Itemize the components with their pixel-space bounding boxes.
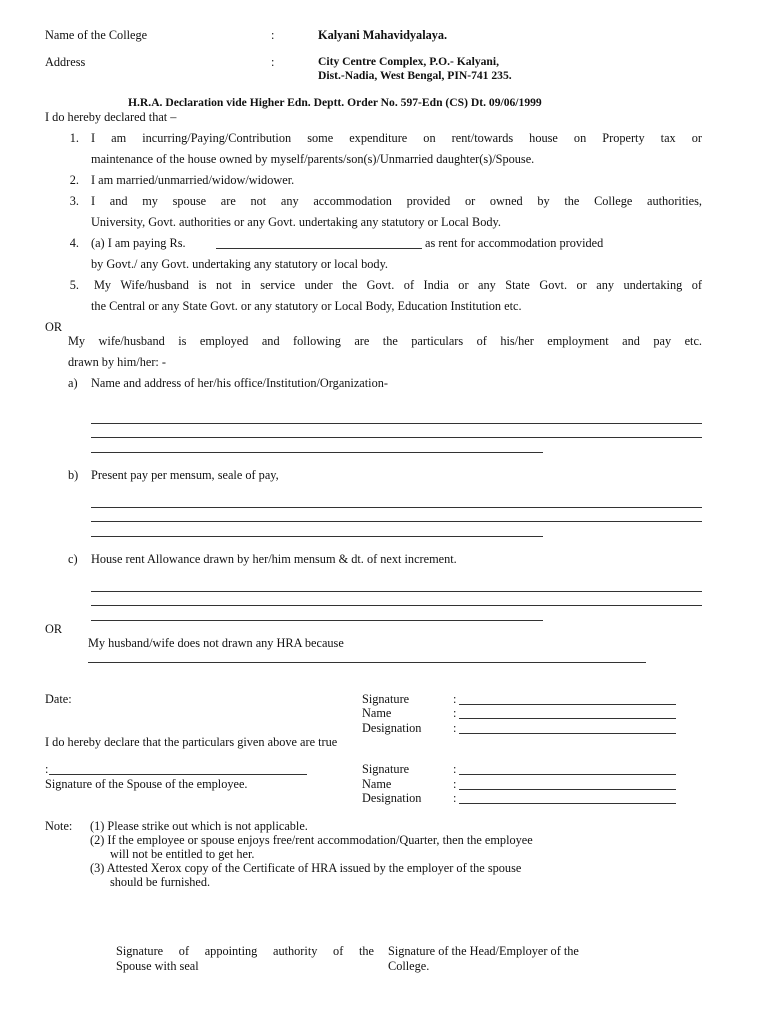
field-colon: : xyxy=(453,777,457,791)
answer-line[interactable] xyxy=(91,507,702,508)
page-title: H.R.A. Declaration vide Higher Edn. Deptt. Order No. 597-Edn (CS) Dt. 09/06/1999 xyxy=(128,96,542,109)
field-colon: : xyxy=(453,762,457,776)
signature-label: Signature xyxy=(362,692,410,706)
answer-line[interactable] xyxy=(91,605,702,606)
answer-line[interactable] xyxy=(91,591,702,592)
college-name: Kalyani Mahavidyalaya. xyxy=(318,28,448,42)
college-label: Name of the College xyxy=(45,28,148,42)
spouse-signature-colon: : xyxy=(45,762,49,776)
name-label: Name xyxy=(362,777,392,791)
note-2-line-2: will not be entitled to get her. xyxy=(110,847,255,861)
item-3-line-2: University, Govt. authorities or any Govt. undertaking any statutory or Local Body. xyxy=(91,215,501,229)
address-line-1: City Centre Complex, P.O.- Kalyani, xyxy=(318,55,499,68)
name-line[interactable] xyxy=(459,789,676,790)
designation-label: Designation xyxy=(362,721,422,735)
sub-item-label: b) xyxy=(68,468,79,482)
answer-line[interactable] xyxy=(91,536,543,537)
appointing-authority-sig-line-2: Spouse with seal xyxy=(116,959,199,973)
note-3-line-1: (3) Attested Xerox copy of the Certificate of HRA issued by the employer of the spouse xyxy=(90,861,522,875)
item-number: 2. xyxy=(69,173,79,187)
item-4-line-1a: (a) I am paying Rs. xyxy=(91,236,186,250)
answer-line[interactable] xyxy=(91,521,702,522)
or-label: OR xyxy=(45,622,63,636)
answer-line[interactable] xyxy=(91,452,543,453)
field-colon: : xyxy=(453,706,457,720)
answer-line[interactable] xyxy=(91,437,702,438)
item-4-line-1b: as rent for accommodation provided xyxy=(425,236,604,250)
date-label: Date: xyxy=(45,692,72,706)
declaration-text: I do hereby declare that the particulars given above are true xyxy=(45,735,338,749)
item-3-line-1: I and my spouse are not any accommodation provided or owned by the College authorities, xyxy=(91,194,702,208)
note-3-line-2: should be furnished. xyxy=(110,875,211,889)
item-4-line-2: by Govt./ any Govt. undertaking any statutory or local body. xyxy=(91,257,389,271)
sub-item-label: a) xyxy=(68,376,78,390)
item-number: 5. xyxy=(69,278,79,292)
note-label: Note: xyxy=(45,819,73,833)
item-5-line-1: My Wife/husband is not in service under the Govt. of India or any State Govt. or any undertaking of xyxy=(94,278,702,292)
address-label: Address xyxy=(45,55,86,69)
sub-item-c-text: House rent Allowance drawn by her/him mensum & dt. of next increment. xyxy=(91,552,457,566)
designation-line[interactable] xyxy=(459,733,676,734)
head-employer-sig-line-2: College. xyxy=(388,959,430,973)
answer-line[interactable] xyxy=(91,423,702,424)
field-colon: : xyxy=(453,721,457,735)
address-colon: : xyxy=(271,55,275,69)
intro-text: I do hereby declared that – xyxy=(45,110,177,124)
name-line[interactable] xyxy=(459,718,676,719)
item-1-line-2: maintenance of the house owned by myself/parents/son(s)/Unmarried daughter(s)/Spouse. xyxy=(91,152,535,166)
answer-line[interactable] xyxy=(91,620,543,621)
note-1: (1) Please strike out which is not applicable. xyxy=(90,819,308,833)
designation-label: Designation xyxy=(362,791,422,805)
item-1-line-1: I am incurring/Paying/Contribution some expenditure on rent/towards house on Property tax or xyxy=(91,131,702,145)
item-5-line-2: the Central or any State Govt. or any statutory or Local Body, Education Institution etc. xyxy=(91,299,522,313)
signature-line[interactable] xyxy=(459,704,676,705)
field-colon: : xyxy=(453,692,457,706)
item-2-line-1: I am married/unmarried/widow/widower. xyxy=(91,173,295,187)
note-2-line-1: (2) If the employee or spouse enjoys free/rent accommodation/Quarter, then the employee xyxy=(90,833,533,847)
field-colon: : xyxy=(453,791,457,805)
or-label: OR xyxy=(45,320,63,334)
signature-label: Signature xyxy=(362,762,410,776)
spouse-para-line-1: My wife/husband is employed and following are the particulars of his/her employment and pay etc. xyxy=(68,334,702,348)
head-employer-sig-line-1: Signature of the Head/Employer of the xyxy=(388,944,579,958)
sub-item-a-text: Name and address of her/his office/Institution/Organization- xyxy=(91,376,388,390)
college-colon: : xyxy=(271,28,275,42)
designation-line[interactable] xyxy=(459,803,676,804)
address-line-2: Dist.-Nadia, West Bengal, PIN-741 235. xyxy=(318,69,512,82)
name-label: Name xyxy=(362,706,392,720)
item-number: 1. xyxy=(69,131,79,145)
signature-line[interactable] xyxy=(459,774,676,775)
rent-amount-blank[interactable] xyxy=(216,248,422,249)
no-hra-text: My husband/wife does not drawn any HRA because xyxy=(88,636,344,650)
appointing-authority-sig-line-1: Signature of appointing authority of the xyxy=(116,944,374,958)
item-number: 3. xyxy=(69,194,79,208)
sub-item-label: c) xyxy=(68,552,78,566)
item-number: 4. xyxy=(69,236,79,250)
no-hra-reason-line[interactable] xyxy=(88,662,646,663)
spouse-signature-label: Signature of the Spouse of the employee. xyxy=(45,777,248,791)
sub-item-b-text: Present pay per mensum, seale of pay, xyxy=(91,468,279,482)
spouse-para-line-2: drawn by him/her: - xyxy=(68,355,167,369)
spouse-signature-line[interactable] xyxy=(49,774,307,775)
